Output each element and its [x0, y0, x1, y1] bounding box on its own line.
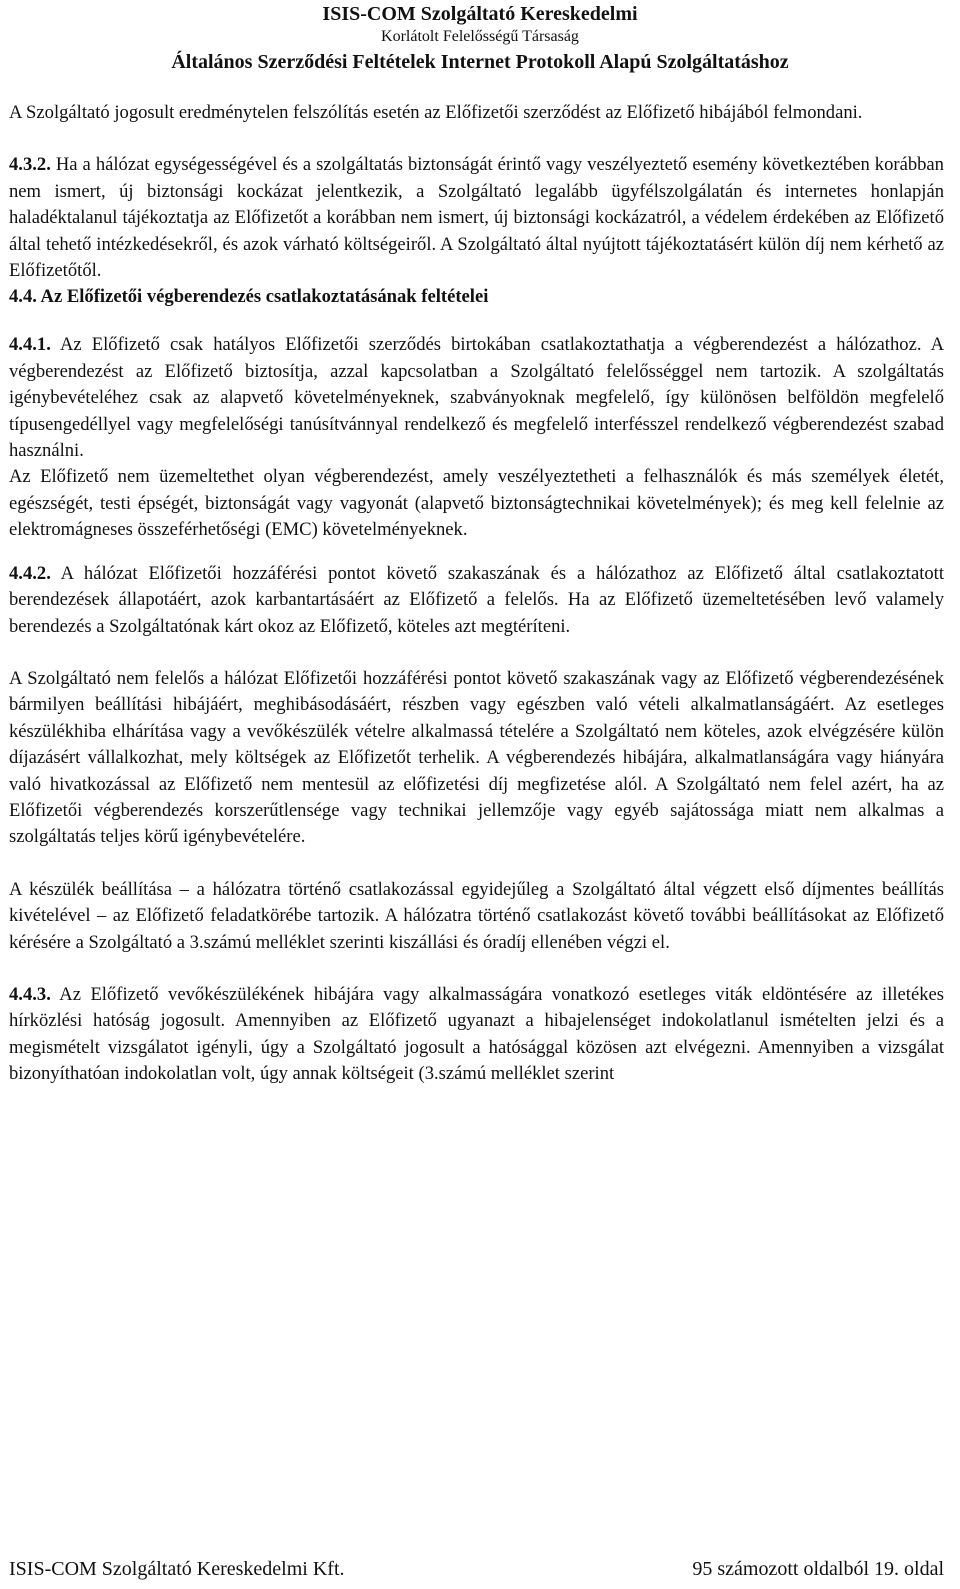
header-company: ISIS-COM Szolgáltató Kereskedelmi [322, 3, 638, 25]
clause-number: 4.4.2. [9, 562, 51, 584]
clause-text: Az Előfizető csak hatályos Előfizetői szerződés birtokában csatlakoztathatja a végberendezést a hálózathoz. A végberendezést az Előfizető biztosítja, azzal kapcsolatban a Szolgáltató felelősséggel nem tartozik. A szolgáltatás igénybevételéhez csak az alapvető követelményeknek, szabványoknak megfelelő, így különösen belföldön megfelelő típusengedéllyel vagy megfelelőségi tanúsítvánnyal rendelkező és megfelelő interfésszel rendelkező végberendezést szabad használni. [9, 334, 945, 462]
header-doc-title: Általános Szerződési Feltételek Internet Protokoll Alapú Szolgáltatáshoz [171, 51, 789, 73]
paragraph-device-setup: A készülék beállítása – a hálózatra történő csatlakozással egyidejűleg a Szolgáltató által végzett első díjmentes beállítás kivételével – az Előfizető feladatkörébe tartozik. A hálózatra történő csatlakozást követő további beállításokat az Előfizető kérésére a Szolgáltató a 3.számú melléklet szerinti kiszállási és óradíj ellenében végzi el. [9, 878, 944, 953]
paragraph-4-4-2 [9, 561, 944, 640]
paragraph-4-4-1 [9, 332, 944, 464]
paragraph-emc: Az Előfizető nem üzemeltethet olyan végberendezést, amely veszélyeztetheti a felhasználók és más személyek életét, egészségét, testi épségét, biztonságát vagy vagyonát (alapvető biztonságtechnikai követelmények); és meg kell felelnie az elektromágneses összeférhetőségi (EMC) követelményeknek. [9, 466, 944, 541]
clause-number: 4.4.3. [9, 983, 51, 1005]
section-heading-4-4: 4.4. Az Előfizetői végberendezés csatlakoztatásának feltételei [9, 286, 489, 308]
clause-text: A hálózat Előfizetői hozzáférési pontot követő szakaszának és a hálózathoz az Előfizető által csatlakoztatott berendezések állapotáért, azok karbantartásáért az Előfizető a felelős. Ha az Előfizető üzemeltetésében levő valamely berendezés a Szolgáltatónak kárt okoz az Előfizető, köteles azt megtéríteni. [9, 562, 945, 637]
clause-number: 4.4.1. [9, 334, 51, 356]
footer-company: ISIS-COM Szolgáltató Kereskedelmi Kft. [9, 1558, 345, 1580]
clause-text: Ha a hálózat egységességével és a szolgáltatás biztonságát érintő vagy veszélyeztető esemény következtében korábban nem ismert, új biztonsági kockázat jelentkezik, a Szolgáltató legalább ügyfélszolgálatán és internetes honlapján haladéktalanul tájékoztatja az Előfizetőt a korábban nem ismert, új biztonsági kockázatról, a védelem érdekében az Előfizető által tehető intézkedésekről, és azok várható költségeiről. A Szolgáltató által nyújtott tájékoztatásért külön díj nem kérhető az Előfizetőtől. [9, 154, 944, 282]
paragraph-liability: A Szolgáltató nem felelős a hálózat Előfizetői hozzáférési pontot követő szakaszának vagy az Előfizető végberendezésének bármilyen beállítási hibájáért, meghibásodásáért, részben vagy egészben való vételi alkalmatlanságáért. Az esetleges készülékhiba elhárítása vagy a vevőkészülék vételre alkalmassá tételére a Szolgáltató nem köteles, azok elvégzésére külön díjazásért vállalkozhat, mely költségek az Előfizetőt terhelik. A végberendezés hibájára, alkalmatlanságára vagy hiányára való hivatkozással az Előfizető nem mentesül az előfizetési díj megfizetése alól. A Szolgáltató nem felel azért, ha az Előfizetői végberendezés korszerűtlensége vagy technikai jellemzője vagy egyéb sajátossága miatt nem alkalmas a szolgáltatás teljes körű igénybevételére. [9, 667, 944, 848]
paragraph-termination: A Szolgáltató jogosult eredménytelen felszólítás esetén az Előfizetői szerződést az Előfizető hibájából felmondani. [9, 102, 863, 123]
clause-text: Az Előfizető vevőkészülékének hibájára vagy alkalmasságára vonatkozó esetleges viták eldöntésére az illetékes hírközlési hatóság jogosult. Amennyiben az Előfizető ugyanazt a hibajelenséget indokolatlanul ismételten jelzi és a megismételt vizsgálatot igényli, úgy a Szolgáltató jogosult a hatósággal közösen azt elvégezni. Amennyiben a vizsgálat bizonyíthatóan indokolatlan volt, úgy annak költségeit (3.számú melléklet szerint [9, 983, 944, 1085]
paragraph-4-3-2 [9, 152, 944, 284]
clause-number: 4.3.2. [9, 154, 51, 176]
header-company-form: Korlátolt Felelősségű Társaság [381, 28, 579, 45]
paragraph-4-4-3 [9, 982, 944, 1088]
footer-page-number: 95 számozott oldalból 19. oldal [692, 1558, 944, 1580]
document-body [9, 100, 944, 1088]
